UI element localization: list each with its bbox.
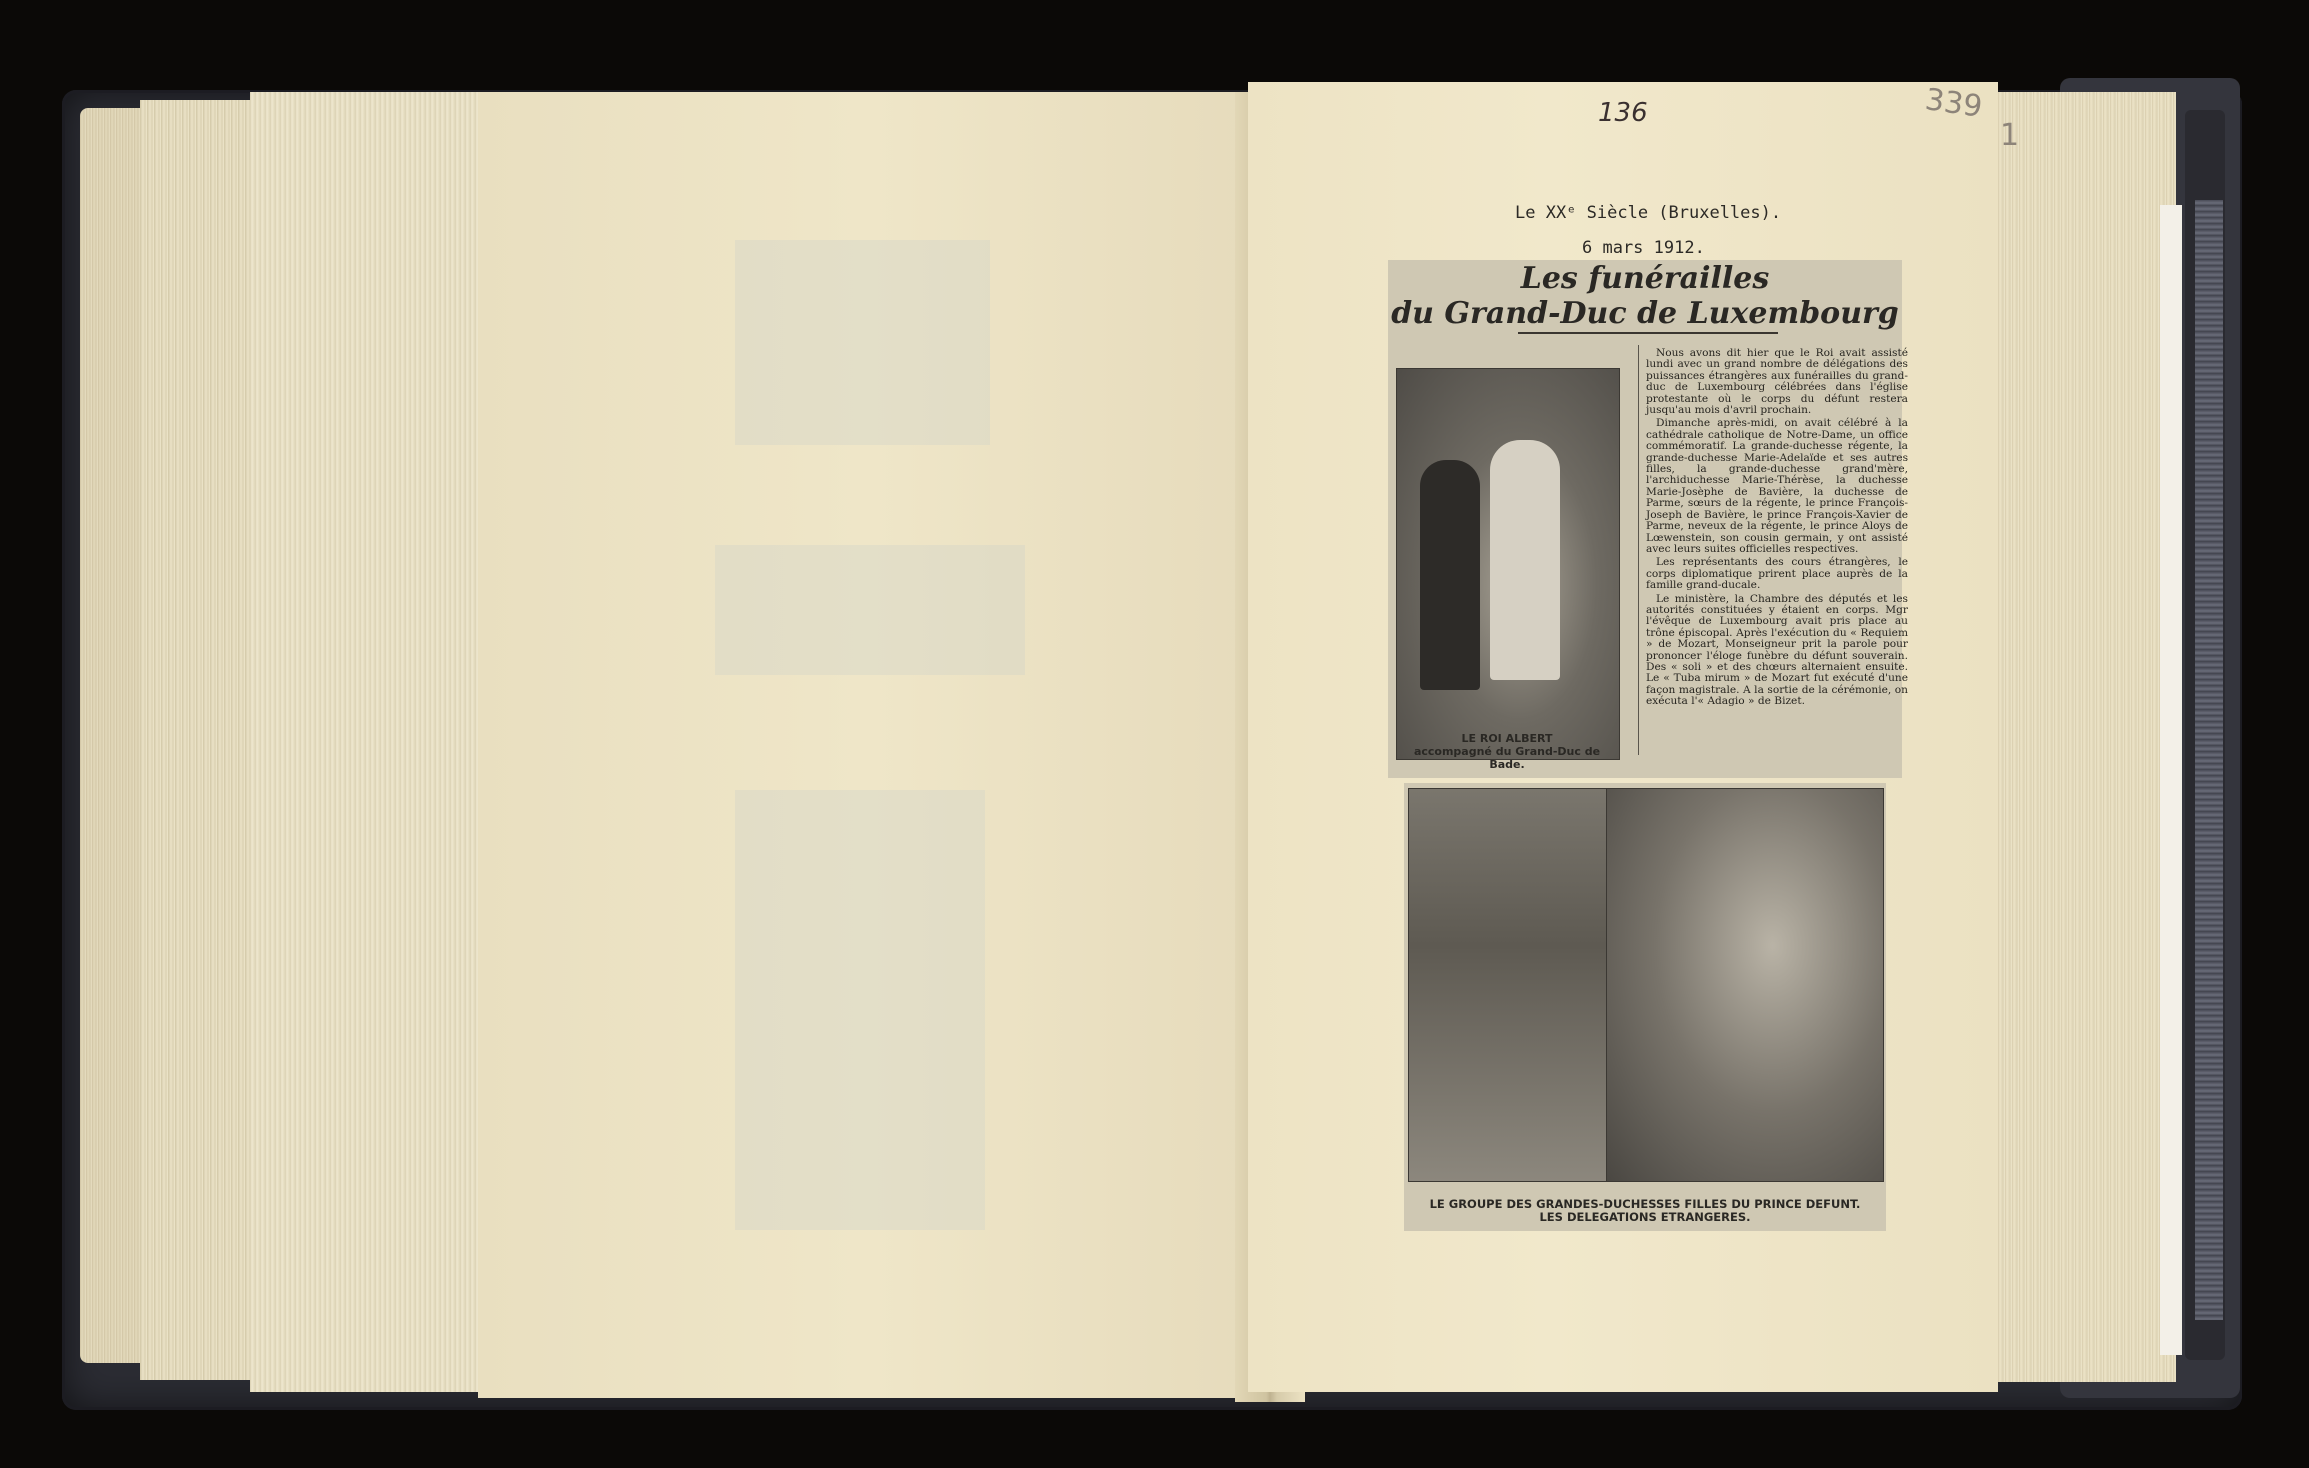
photo-figure-dark (1420, 460, 1480, 690)
left-page-ghost-mark (735, 790, 985, 1230)
left-page-ghost-mark (735, 240, 990, 445)
headline-rule (1518, 332, 1778, 334)
article-paragraph: Les représentants des cours étrangères, le corps diplomatique prirent place auprès de la famille grand-ducale. (1646, 556, 1908, 592)
article-paragraph: Nous avons dit hier que le Roi avait assisté lundi avec un grand nombre de délégations des puissances étrangères aux funérailles du grand-duc de Luxembourg célébrées dans l'église protestante où le corps du défunt restera jusqu'au mois d'avril prochain. (1646, 347, 1908, 417)
source-line: Le XXᵉ Siècle (Bruxelles). (1515, 203, 1782, 223)
photo-street-procession (1408, 788, 1608, 1182)
photo1-caption (1396, 732, 1618, 771)
date-line: 6 mars 1912. (1582, 238, 1705, 258)
article-body (1646, 348, 1908, 710)
headline-line2: du Grand-Duc de Luxembourg (1391, 296, 1899, 331)
pencil-mark: 1 (2000, 118, 2020, 153)
photo2-caption-line2: LES DELEGATIONS ETRANGERES. (1539, 1210, 1751, 1224)
page-number: 136 (1598, 98, 1648, 128)
left-page-ghost-mark (715, 545, 1025, 675)
book-spine-tab (2195, 200, 2223, 1320)
pencil-number: 339 (1922, 82, 1985, 125)
column-rule (1638, 345, 1639, 755)
photo-grand-duchesses (1606, 788, 1884, 1182)
article-headline (1388, 260, 1902, 332)
photo1-caption-line2: accompagné du Grand-Duc de Bade. (1413, 745, 1601, 771)
photo1-caption-line1: LE ROI ALBERT (1461, 732, 1553, 745)
photo-figure-light (1490, 440, 1560, 680)
left-page-stack-top (250, 92, 490, 1392)
headline-line1: Les funérailles (1520, 261, 1770, 296)
right-page-stack (1998, 92, 2176, 1382)
inserted-slip (2160, 205, 2182, 1355)
article-paragraph: Dimanche après-midi, on avait célébré à la cathédrale catholique de Notre-Dame, un office commémoratif. La grande-duchesse régente, la grande-duchesse Marie-Adelaïde et ses autres filles, la grande-duchesse grand'mère, l'archiduchesse Marie-Thérèse, la duchesse Marie-Josèphe de Bavière, la duchesse de Parme, sœurs de la régente, le prince François-Joseph de Bavière, le prince François-Xavier de Parme, neveux de la régente, le prince Aloys de Lœwenstein, son cousin germain, y ont assisté avec leurs suites officielles respectives. (1646, 417, 1908, 555)
photo2-caption (1404, 1198, 1886, 1224)
article-paragraph: Le ministère, la Chambre des députés et les autorités constituées y étaient en corps. Mgr l'évêque de Luxembourg avait pris place au trône épiscopal. Après l'exécution du « Requiem » de Mozart, Monseigneur prit la parole pour prononcer l'éloge funèbre du défunt souverain. Des « soli » et des chœurs alternaient ensuite. Le « Tuba mirum » de Mozart fut exécuté d'une façon magistrale. A la sortie de la cérémonie, on exécuta l'« Adagio » de Bizet. (1646, 592, 1908, 708)
photo2-caption-line1: LE GROUPE DES GRANDES-DUCHESSES FILLES DU PRINCE DEFUNT. (1429, 1197, 1861, 1211)
